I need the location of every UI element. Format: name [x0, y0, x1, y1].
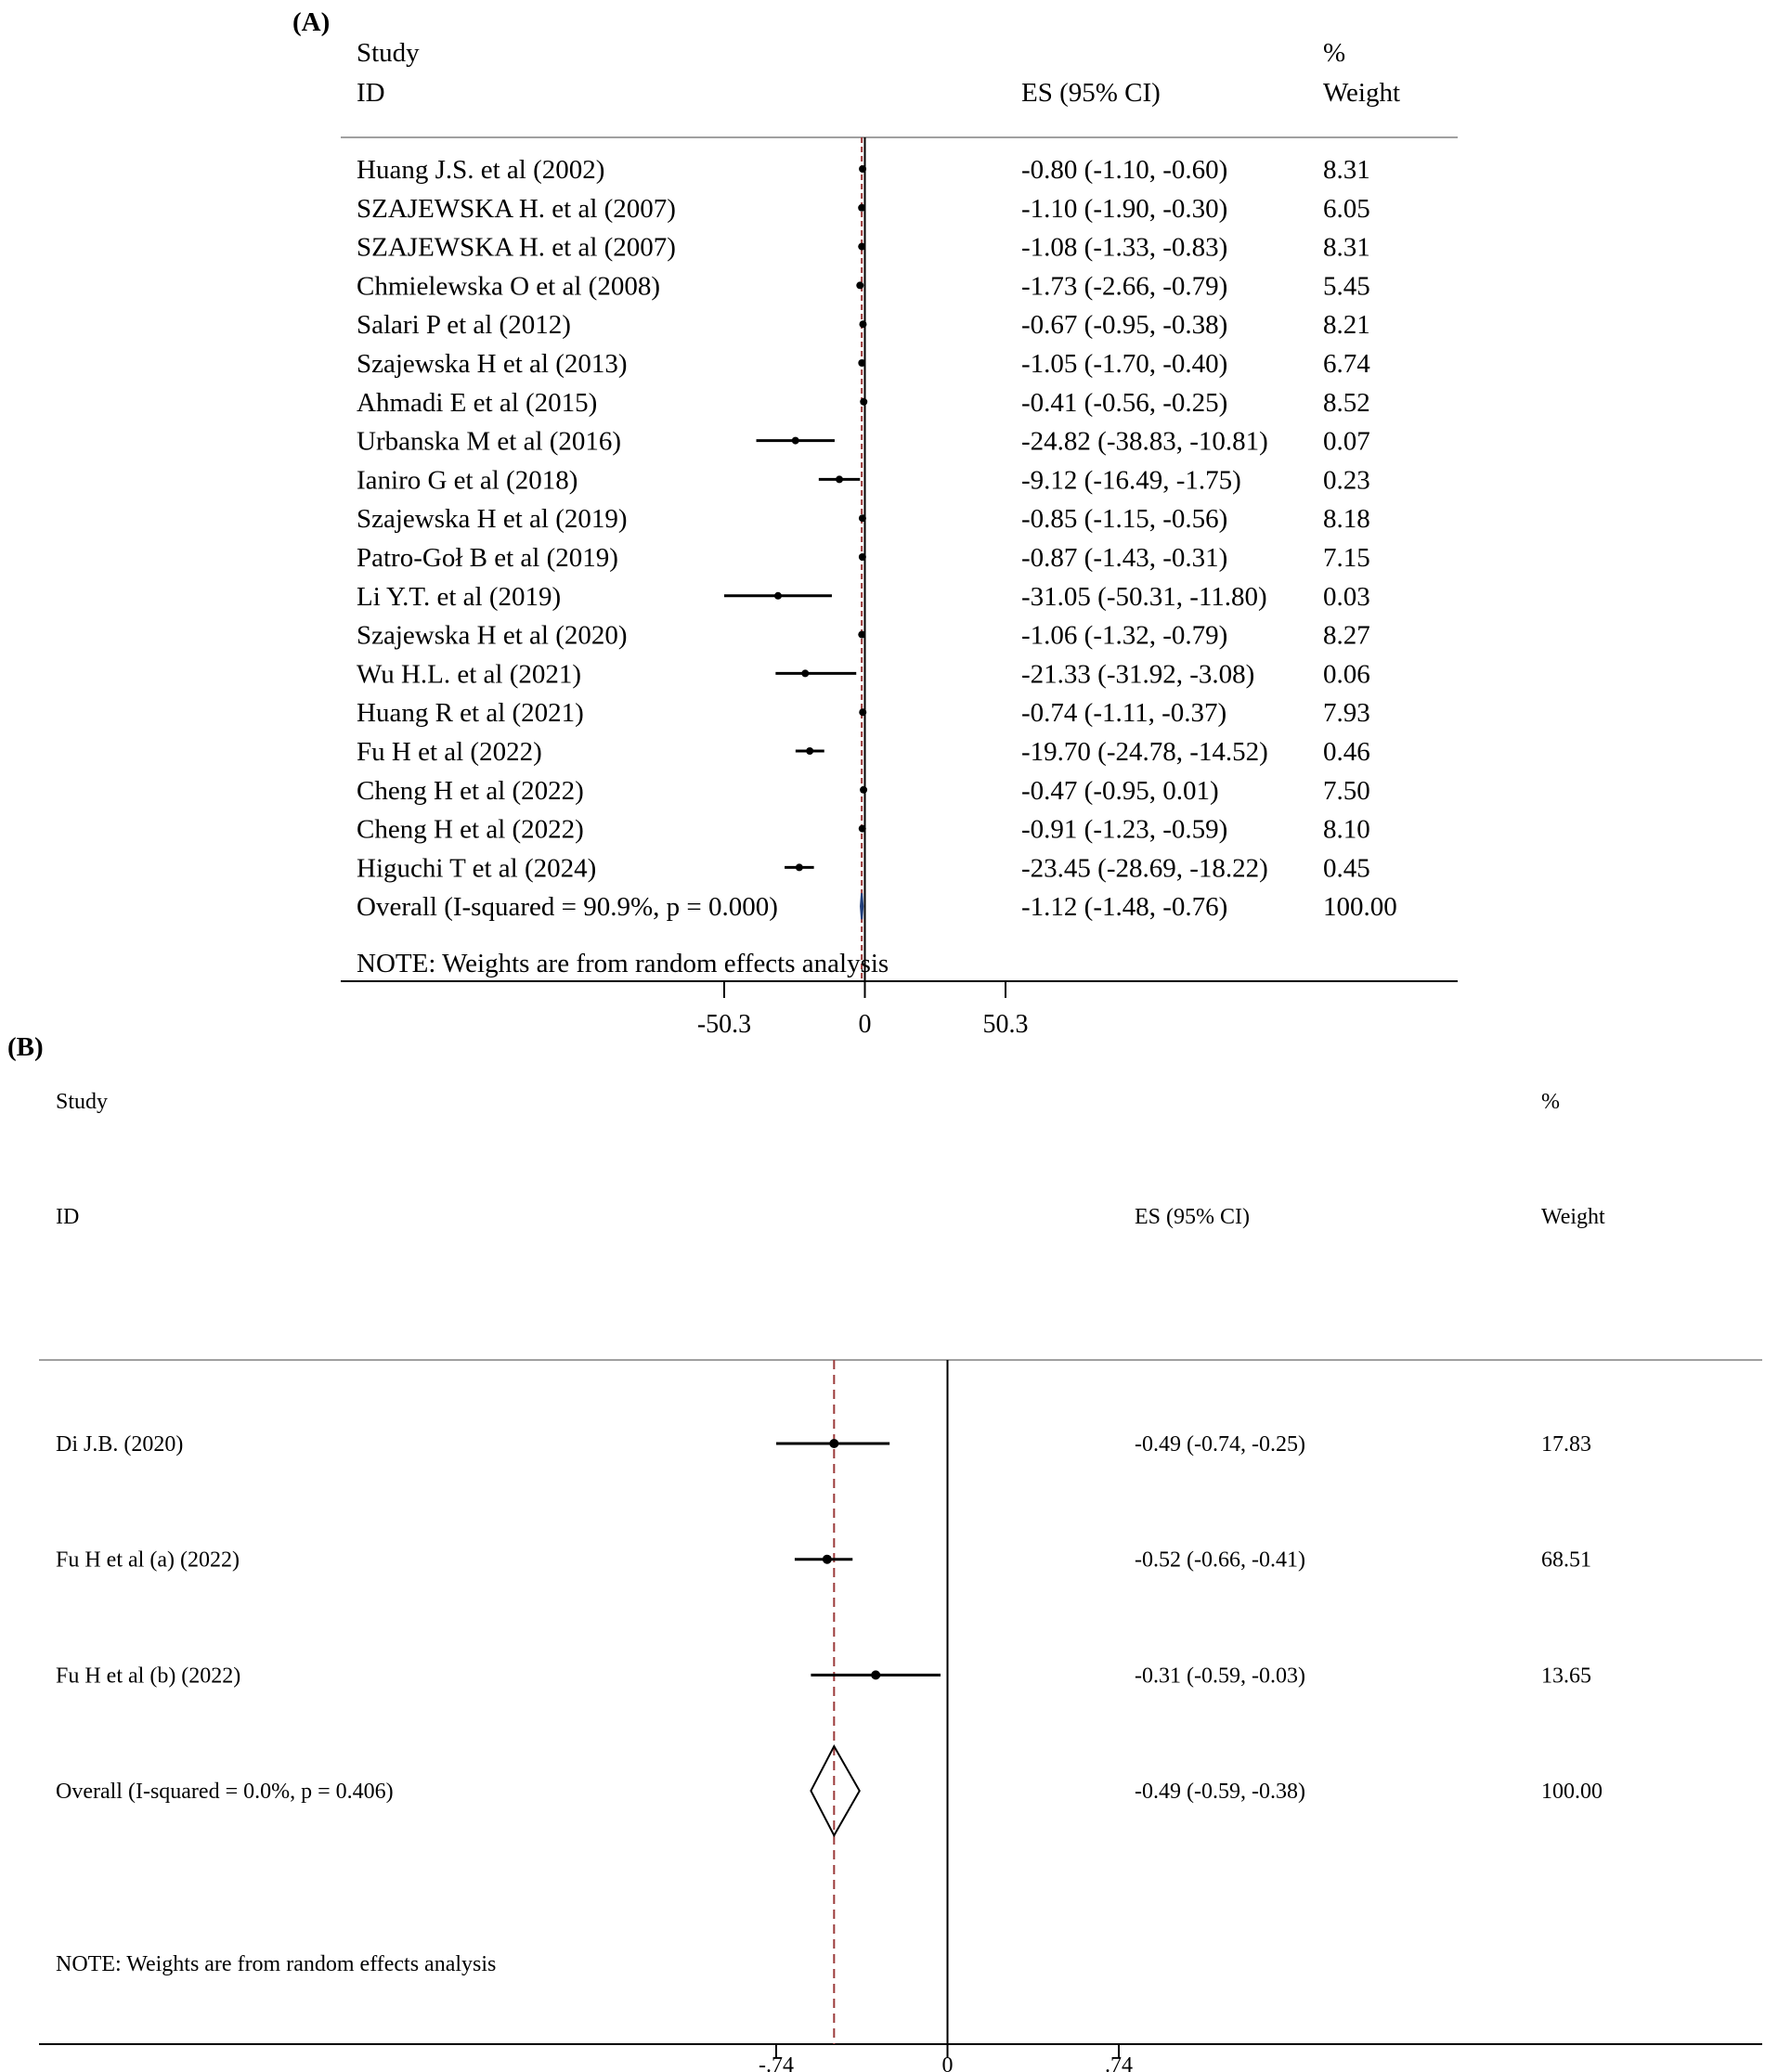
study-point-estimate [859, 553, 866, 561]
study-es-ci: -0.74 (-1.11, -0.37) [1021, 698, 1227, 729]
study-point-estimate [792, 437, 799, 445]
study-row [56, 1432, 1591, 1457]
overall-weight: 100.00 [1323, 892, 1397, 923]
study-name: Huang J.S. et al (2002) [357, 155, 605, 185]
study-weight: 8.52 [1323, 387, 1370, 418]
study-name: Wu H.L. et al (2021) [357, 659, 582, 690]
study-row [357, 543, 1370, 573]
panel-a-forest-plot [292, 7, 1458, 1039]
x-axis-tick-label: .74 [1105, 2053, 1133, 2072]
study-weight: 8.27 [1323, 620, 1370, 651]
x-axis-tick-label: 0 [858, 1010, 872, 1039]
study-weight: 8.31 [1323, 232, 1370, 263]
overall-es-ci: -0.49 (-0.59, -0.38) [1135, 1780, 1305, 1805]
overall-label: Overall (I-squared = 0.0%, p = 0.406) [56, 1780, 394, 1805]
study-row [357, 271, 1370, 301]
study-point-estimate [829, 1439, 838, 1448]
study-row [357, 737, 1370, 767]
study-point-estimate [859, 514, 866, 522]
study-es-ci: -31.05 (-50.31, -11.80) [1021, 581, 1267, 612]
x-axis-tick-label: 50.3 [982, 1010, 1029, 1039]
study-row [357, 388, 1370, 418]
header-study: Study [56, 1090, 109, 1114]
header-study: Study [357, 38, 420, 68]
study-row [357, 776, 1370, 806]
study-weight: 17.83 [1541, 1432, 1591, 1457]
study-row [357, 155, 1370, 185]
study-name: Higuchi T et al (2024) [357, 853, 597, 884]
study-es-ci: -0.41 (-0.56, -0.25) [1021, 387, 1228, 418]
study-es-ci: -0.87 (-1.43, -0.31) [1021, 543, 1228, 573]
study-row [357, 465, 1370, 495]
study-weight: 0.45 [1323, 853, 1370, 884]
study-name: Fu H et al (2022) [357, 737, 542, 767]
study-weight: 7.15 [1323, 543, 1370, 573]
study-es-ci: -0.52 (-0.66, -0.41) [1135, 1548, 1305, 1573]
study-es-ci: -0.91 (-1.23, -0.59) [1021, 814, 1228, 845]
study-name: Huang R et al (2021) [357, 698, 584, 729]
study-weight: 0.23 [1323, 465, 1370, 496]
study-row [357, 582, 1370, 612]
study-es-ci: -1.73 (-2.66, -0.79) [1021, 271, 1228, 302]
study-es-ci: -23.45 (-28.69, -18.22) [1021, 853, 1268, 884]
header-percent: % [1541, 1090, 1560, 1114]
study-name: Szajewska H et al (2020) [357, 620, 628, 651]
study-es-ci: -21.33 (-31.92, -3.08) [1021, 659, 1255, 690]
study-es-ci: -1.08 (-1.33, -0.83) [1021, 232, 1228, 263]
study-point-estimate [871, 1670, 880, 1679]
study-point-estimate [858, 631, 865, 639]
study-point-estimate [859, 320, 866, 328]
study-name: SZAJEWSKA H. et al (2007) [357, 193, 676, 224]
study-name: Szajewska H et al (2013) [357, 349, 628, 379]
study-es-ci: -0.85 (-1.15, -0.56) [1021, 504, 1228, 535]
study-point-estimate [796, 863, 803, 871]
study-point-estimate [836, 475, 843, 483]
study-weight: 5.45 [1323, 271, 1370, 302]
study-row [357, 698, 1370, 728]
study-name: Ahmadi E et al (2015) [357, 387, 598, 418]
study-point-estimate [856, 281, 863, 289]
study-weight: 68.51 [1541, 1548, 1591, 1573]
study-es-ci: -1.05 (-1.70, -0.40) [1021, 349, 1228, 379]
study-weight: 0.03 [1323, 581, 1370, 612]
overall-diamond [811, 1746, 859, 1835]
overall-es-ci: -1.12 (-1.48, -0.76) [1021, 892, 1228, 923]
study-es-ci: -0.31 (-0.59, -0.03) [1135, 1664, 1305, 1689]
study-point-estimate [859, 165, 866, 173]
study-name: Fu H et al (a) (2022) [56, 1548, 240, 1573]
study-es-ci: -0.49 (-0.74, -0.25) [1135, 1432, 1305, 1457]
study-weight: 7.50 [1323, 775, 1370, 806]
study-row [357, 194, 1370, 224]
study-es-ci: -24.82 (-38.83, -10.81) [1021, 426, 1268, 457]
study-name: Cheng H et al (2022) [357, 775, 584, 806]
study-weight: 8.18 [1323, 504, 1370, 535]
study-row [357, 621, 1370, 651]
study-row [357, 310, 1370, 340]
study-name: Chmielewska O et al (2008) [357, 271, 660, 302]
study-name: Cheng H et al (2022) [357, 814, 584, 845]
header-weight: Weight [1323, 78, 1401, 108]
overall-label: Overall (I-squared = 90.9%, p = 0.000) [357, 892, 778, 923]
study-name: Li Y.T. et al (2019) [357, 581, 562, 612]
study-weight: 8.31 [1323, 155, 1370, 185]
study-row [56, 1548, 1591, 1573]
study-weight: 8.21 [1323, 310, 1370, 341]
study-name: Patro-Goł B et al (2019) [357, 543, 618, 573]
study-point-estimate [801, 669, 809, 677]
study-weight: 0.06 [1323, 659, 1370, 690]
analysis-note: NOTE: Weights are from random effects analysis [56, 1952, 497, 1976]
header-id: ID [357, 78, 385, 108]
study-row [357, 853, 1370, 883]
study-point-estimate [806, 747, 813, 755]
study-es-ci: -0.47 (-0.95, 0.01) [1021, 775, 1219, 806]
study-point-estimate [858, 359, 865, 367]
overall-diamond [861, 893, 863, 919]
study-row [56, 1664, 1591, 1688]
study-name: Ianiro G et al (2018) [357, 465, 578, 496]
panel-label: (B) [7, 1032, 44, 1062]
x-axis-tick-label: 0 [941, 2053, 954, 2072]
study-weight: 6.74 [1323, 349, 1370, 379]
study-weight: 0.46 [1323, 737, 1370, 767]
study-weight: 7.93 [1323, 698, 1370, 729]
study-point-estimate [823, 1555, 832, 1564]
study-weight: 13.65 [1541, 1664, 1591, 1689]
study-name: Fu H et al (b) (2022) [56, 1664, 241, 1689]
x-axis-tick-label: -50.3 [696, 1010, 752, 1039]
study-point-estimate [860, 786, 867, 794]
study-point-estimate [859, 825, 866, 833]
header-id: ID [56, 1205, 80, 1229]
study-row [357, 349, 1370, 379]
study-weight: 0.07 [1323, 426, 1370, 457]
study-es-ci: -1.06 (-1.32, -0.79) [1021, 620, 1228, 651]
study-weight: 8.10 [1323, 814, 1370, 845]
study-point-estimate [858, 204, 865, 212]
study-es-ci: -9.12 (-16.49, -1.75) [1021, 465, 1241, 496]
panel-label: (A) [292, 7, 331, 37]
study-row [357, 815, 1370, 845]
study-name: Urbanska M et al (2016) [357, 426, 622, 457]
study-row [357, 659, 1370, 689]
study-point-estimate [774, 592, 782, 600]
study-point-estimate [859, 708, 866, 716]
study-es-ci: -1.10 (-1.90, -0.30) [1021, 193, 1228, 224]
header-es: ES (95% CI) [1135, 1205, 1250, 1229]
header-weight: Weight [1541, 1205, 1605, 1229]
study-point-estimate [860, 398, 867, 406]
study-row [357, 233, 1370, 263]
study-name: SZAJEWSKA H. et al (2007) [357, 232, 676, 263]
study-point-estimate [858, 243, 865, 251]
study-row [357, 504, 1370, 534]
header-percent: % [1323, 38, 1346, 68]
study-es-ci: -0.67 (-0.95, -0.38) [1021, 310, 1228, 341]
overall-weight: 100.00 [1541, 1780, 1603, 1805]
header-es: ES (95% CI) [1021, 78, 1161, 108]
study-row [357, 427, 1370, 457]
panel-b-forest-plot [7, 1032, 1762, 2072]
analysis-note: NOTE: Weights are from random effects analysis [357, 949, 889, 978]
study-name: Szajewska H et al (2019) [357, 504, 628, 535]
study-name: Di J.B. (2020) [56, 1432, 184, 1457]
study-name: Salari P et al (2012) [357, 310, 571, 341]
study-weight: 6.05 [1323, 193, 1370, 224]
x-axis-tick-label: -.74 [759, 2053, 794, 2072]
study-es-ci: -19.70 (-24.78, -14.52) [1021, 737, 1268, 767]
study-es-ci: -0.80 (-1.10, -0.60) [1021, 155, 1228, 185]
